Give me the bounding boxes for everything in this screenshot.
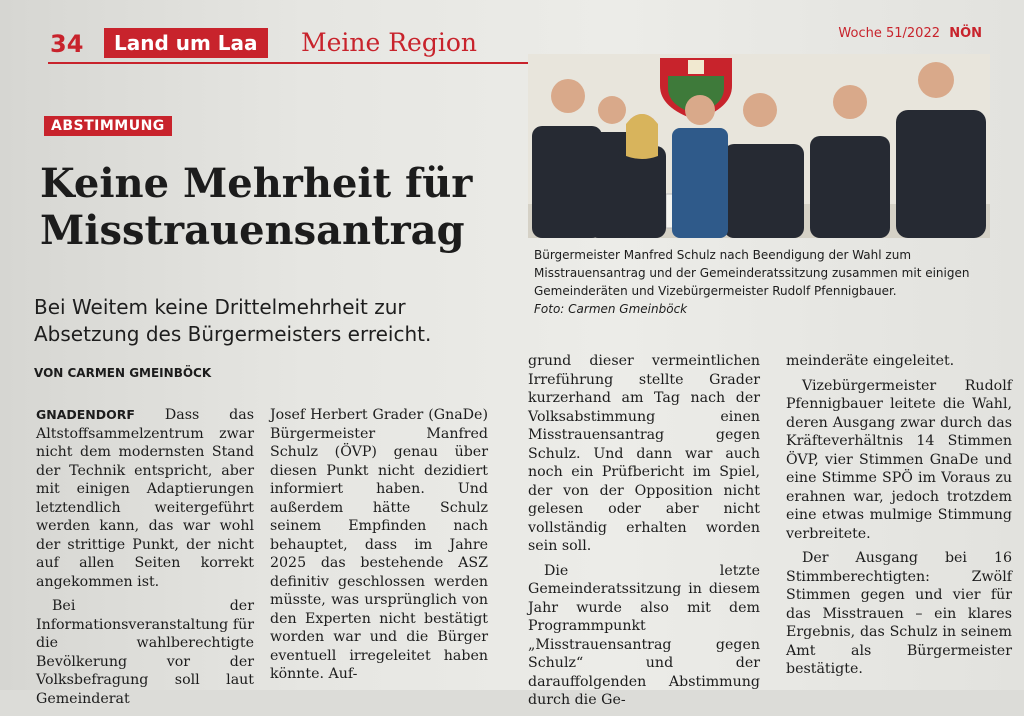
article-headline: Keine Mehrheit für Misstrauensantrag <box>40 160 473 254</box>
caption-text: Bürgermeister Manfred Schulz nach Beendigung der Wahl zum Misstrauensantrag und der Gemeinderatssitzung zusammen mit einigen Gemeinderäten und Vizebürgermeister Rudolf Pfennigbauer. <box>534 248 970 298</box>
region-label: Meine Region <box>301 28 478 57</box>
article-byline: VON CARMEN GMEINBÖCK <box>34 366 212 380</box>
paragraph: Bei der Informationsveranstaltung für die wahlberechtigte Bevölkerung vor der Volksbefragung soll laut Gemeinderat <box>36 598 254 707</box>
article-column-2 <box>270 406 488 690</box>
page-number: 34 <box>50 30 84 58</box>
paragraph: grund dieser vermeintlichen Irreführung stellte Grader kurzerhand am Tag nach der Volksabstimmung einen Misstrauensantrag gegen Schulz. Und dann war auch noch ein Prüfbericht im Spiel, der von der Opposition nicht gelesen oder aber nicht vollständig erhalten worden sein soll. <box>528 353 760 554</box>
paragraph: Der Ausgang bei 16 Stimmberechtigten: Zwölf Stimmen gegen und vier für das Misstrauen – ein klares Ergebnis, das Schulz in seinem Amt als Bürgermeister bestätigte. <box>786 550 1012 677</box>
paragraph: meinderäte eingeleitet. <box>786 353 955 369</box>
article-dateline: GNADENDORF <box>36 407 135 422</box>
article-deck: Bei Weitem keine Drittelmehrheit zur Absetzung des Bürgermeisters erreicht. <box>34 295 432 346</box>
article-column-4 <box>786 352 1012 685</box>
group-photo <box>528 54 990 238</box>
issue-week: Woche 51/2022 <box>838 26 940 41</box>
paragraph: Josef Herbert Grader (GnaDe) Bürgermeister Manfred Schulz (ÖVP) genau über diesen Punkt nicht dezidiert informiert haben. Und außerdem hätte Schulz seinem Empfinden nach behauptet, dass im Jahre 2025 das bestehende ASZ definitiv geschlossen werden müsste, was ursprünglich von den Experten nicht bestätigt worden war und die Bürger eventuell irregeleitet haben könnte. Auf- <box>270 407 488 682</box>
publication-logo: NÖN <box>949 26 982 41</box>
article-kicker: ABSTIMMUNG <box>44 116 172 136</box>
paragraph: Die letzte Gemeinderatssitzung in diesem Jahr wurde also mit dem Programmpunkt „Misstrauensantrag gegen Schulz“ und der darauffolgenden Abstimmung durch die Ge- <box>528 562 760 708</box>
photo-credit: Foto: Carmen Gmeinböck <box>534 302 688 316</box>
article-column-1 <box>36 406 254 714</box>
section-label: Land um Laa <box>104 28 268 58</box>
group-photo-image <box>528 54 990 238</box>
article-column-3 <box>528 352 760 716</box>
photo-caption <box>534 246 974 318</box>
paragraph: Dass das Altstoffsammelzentrum zwar nicht dem modernsten Stand der Technik entspricht, aber mit einigen Adaptierungen letztendlich weitergeführt werden kann, das war wohl der strittige Punkt, der nicht auf allen Seiten korrekt angekommen ist. <box>36 407 254 590</box>
paragraph: Vizebürgermeister Rudolf Pfennigbauer leitete die Wahl, deren Ausgang zwar durch das Kräfteverhältnis 14 Stimmen ÖVP, vier Stimmen GnaDe und eine Stimme SPÖ im Voraus zu erahnen war, jedoch trotzdem eine etwas mulmige Stimmung verbreitete. <box>786 377 1012 542</box>
